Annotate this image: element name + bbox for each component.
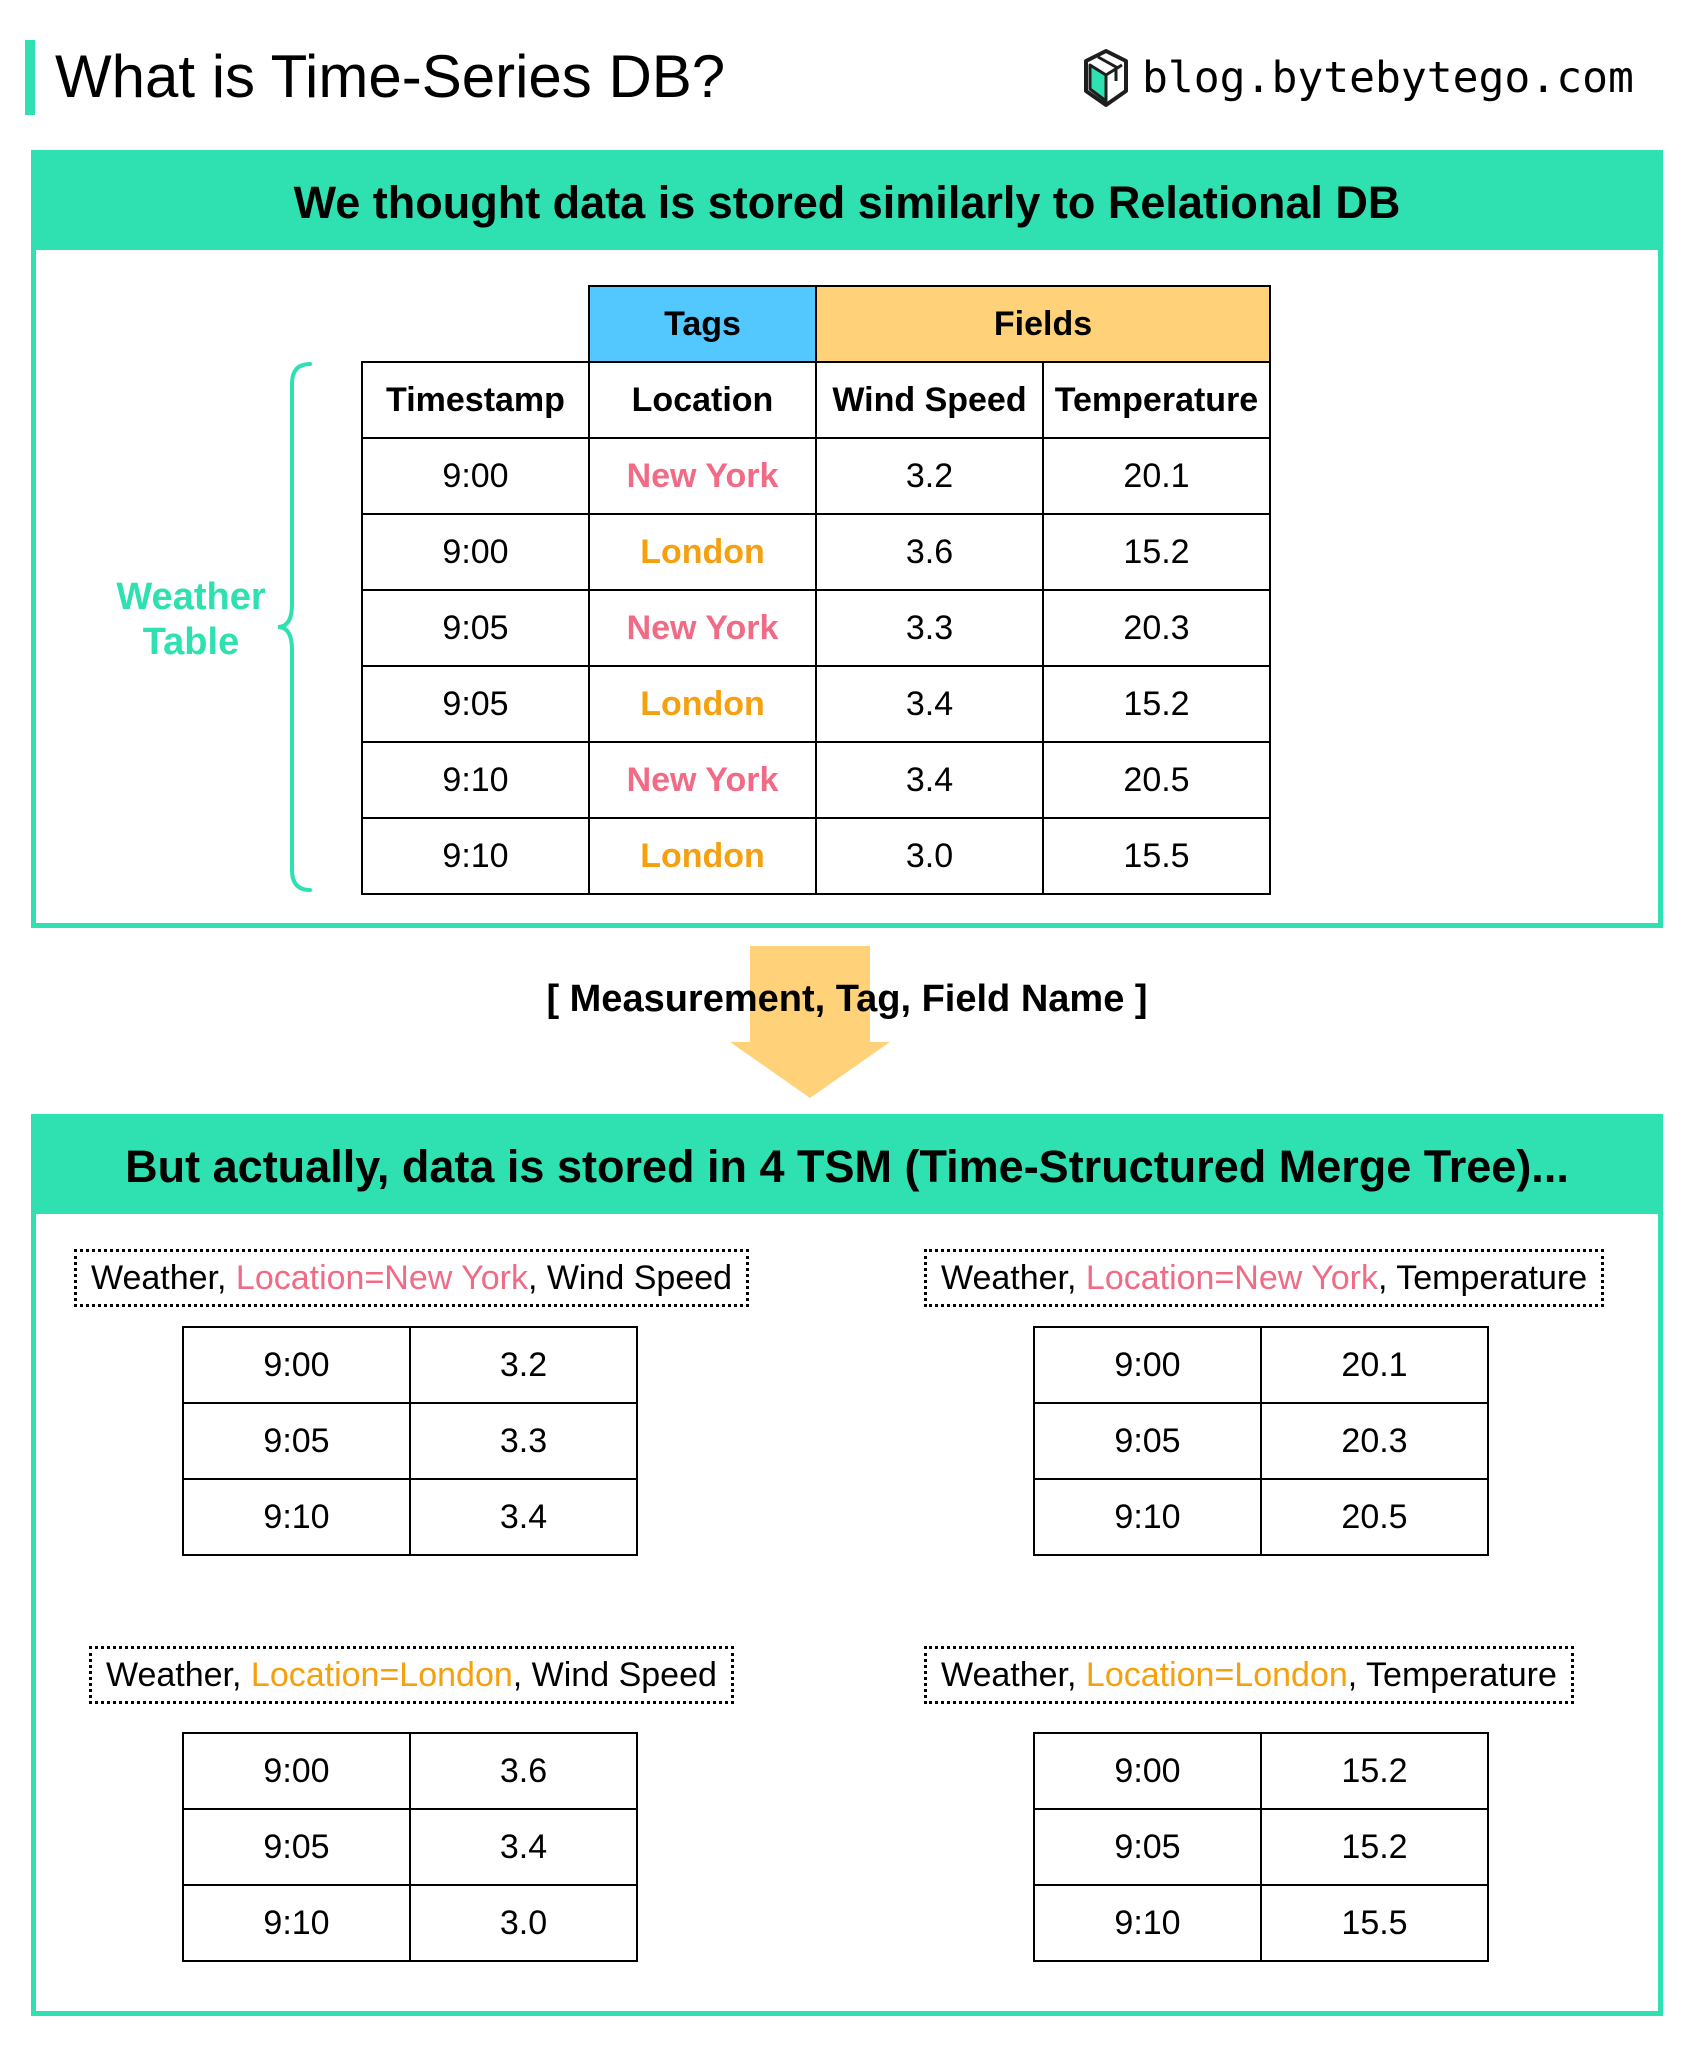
weather-table-label-line2: Table (142, 621, 240, 663)
curly-brace-icon (274, 360, 344, 894)
location-cell: London (589, 514, 816, 590)
weather-table-label (76, 575, 306, 665)
timestamp-cell: 9:05 (362, 590, 589, 666)
wind-speed-cell: 3.6 (816, 514, 1043, 590)
location-cell: New York (589, 438, 816, 514)
timestamp-cell: 9:10 (183, 1885, 410, 1961)
table-row (362, 514, 1270, 590)
timestamp-cell: 9:05 (362, 666, 589, 742)
value-cell: 15.2 (1261, 1733, 1488, 1809)
value-cell: 3.4 (410, 1809, 637, 1885)
page-title: What is Time-Series DB? (55, 43, 726, 110)
table-row (362, 742, 1270, 818)
series-field: , Wind Speed (527, 1259, 733, 1297)
series-measurement: Weather, (941, 1259, 1086, 1297)
table-row (183, 1479, 637, 1555)
timestamp-cell: 9:00 (183, 1733, 410, 1809)
temperature-cell: 15.2 (1043, 666, 1270, 742)
series-measurement: Weather, (941, 1656, 1086, 1694)
series-tag: Location=New York (235, 1259, 528, 1297)
series-field: , Wind Speed (512, 1656, 717, 1694)
measurement-tag-field-label: [ Measurement, Tag, Field Name ] (546, 978, 1148, 1020)
table-row (1034, 1403, 1488, 1479)
series-table (1033, 1326, 1489, 1556)
temperature-cell: 20.3 (1043, 590, 1270, 666)
timestamp-cell: 9:00 (1034, 1733, 1261, 1809)
group-header-row (362, 286, 1270, 362)
value-cell: 15.2 (1261, 1809, 1488, 1885)
timestamp-cell: 9:05 (1034, 1403, 1261, 1479)
temperature-cell: 15.2 (1043, 514, 1270, 590)
table-row (1034, 1479, 1488, 1555)
series-measurement: Weather, (91, 1259, 236, 1297)
wind-speed-cell: 3.4 (816, 666, 1043, 742)
bytebytego-logo-icon (1080, 47, 1132, 109)
timestamp-cell: 9:10 (1034, 1885, 1261, 1961)
value-cell: 20.5 (1261, 1479, 1488, 1555)
timestamp-cell: 9:05 (183, 1403, 410, 1479)
series-tag: Location=London (1085, 1656, 1348, 1694)
value-cell: 3.6 (410, 1733, 637, 1809)
wind-speed-cell: 3.2 (816, 438, 1043, 514)
timestamp-cell: 9:00 (1034, 1327, 1261, 1403)
column-header-timestamp: Timestamp (362, 362, 589, 438)
weather-table (361, 285, 1271, 895)
table-row (1034, 1809, 1488, 1885)
tags-group-header: Tags (589, 286, 816, 362)
series-key-label (924, 1249, 1604, 1307)
table-row (362, 438, 1270, 514)
value-cell: 3.4 (410, 1479, 637, 1555)
temperature-cell: 15.5 (1043, 818, 1270, 894)
table-row (1034, 1733, 1488, 1809)
wind-speed-cell: 3.0 (816, 818, 1043, 894)
series-table (182, 1732, 638, 1962)
series-table (182, 1326, 638, 1556)
location-cell: London (589, 818, 816, 894)
series-measurement: Weather, (106, 1656, 251, 1694)
timestamp-cell: 9:00 (183, 1327, 410, 1403)
down-arrow-icon (730, 946, 890, 1098)
timestamp-cell: 9:05 (183, 1809, 410, 1885)
wind-speed-cell: 3.4 (816, 742, 1043, 818)
column-header-wind-speed: Wind Speed (816, 362, 1043, 438)
timestamp-cell: 9:10 (183, 1479, 410, 1555)
location-cell: New York (589, 590, 816, 666)
value-cell: 15.5 (1261, 1885, 1488, 1961)
relational-panel (31, 150, 1663, 928)
table-row (1034, 1885, 1488, 1961)
series-field: , Temperature (1377, 1259, 1588, 1297)
table-row (183, 1403, 637, 1479)
temperature-cell: 20.1 (1043, 438, 1270, 514)
timestamp-cell: 9:10 (362, 818, 589, 894)
table-row (362, 818, 1270, 894)
timestamp-cell: 9:00 (362, 438, 589, 514)
table-row (183, 1885, 637, 1961)
timestamp-cell: 9:10 (362, 742, 589, 818)
weather-table-label-line1: Weather (116, 576, 266, 618)
relational-panel-heading: We thought data is stored similarly to Relational DB (36, 155, 1658, 250)
series-key-label (924, 1646, 1574, 1704)
table-row (362, 590, 1270, 666)
series-field: , Temperature (1347, 1656, 1557, 1694)
location-cell: London (589, 666, 816, 742)
wind-speed-cell: 3.3 (816, 590, 1043, 666)
title-accent-bar (25, 40, 35, 115)
column-header-temperature: Temperature (1043, 362, 1270, 438)
tsm-panel (31, 1114, 1663, 2016)
site-url: blog.bytebytego.com (1142, 53, 1634, 103)
column-header-location: Location (589, 362, 816, 438)
value-cell: 3.0 (410, 1885, 637, 1961)
table-row (1034, 1327, 1488, 1403)
table-row (362, 666, 1270, 742)
timestamp-cell: 9:05 (1034, 1809, 1261, 1885)
timestamp-cell: 9:10 (1034, 1479, 1261, 1555)
table-row (183, 1733, 637, 1809)
series-key-label (74, 1249, 749, 1307)
value-cell: 3.2 (410, 1327, 637, 1403)
timestamp-cell: 9:00 (362, 514, 589, 590)
value-cell: 20.3 (1261, 1403, 1488, 1479)
value-cell: 3.3 (410, 1403, 637, 1479)
value-cell: 20.1 (1261, 1327, 1488, 1403)
location-cell: New York (589, 742, 816, 818)
table-row (183, 1809, 637, 1885)
empty-cell (362, 286, 589, 362)
table-row (183, 1327, 637, 1403)
temperature-cell: 20.5 (1043, 742, 1270, 818)
series-table (1033, 1732, 1489, 1962)
series-tag: Location=New York (1085, 1259, 1378, 1297)
series-key-label (89, 1646, 734, 1704)
column-header-row (362, 362, 1270, 438)
series-tag: Location=London (250, 1656, 513, 1694)
tsm-panel-heading: But actually, data is stored in 4 TSM (Time-Structured Merge Tree)... (36, 1119, 1658, 1214)
fields-group-header: Fields (816, 286, 1270, 362)
